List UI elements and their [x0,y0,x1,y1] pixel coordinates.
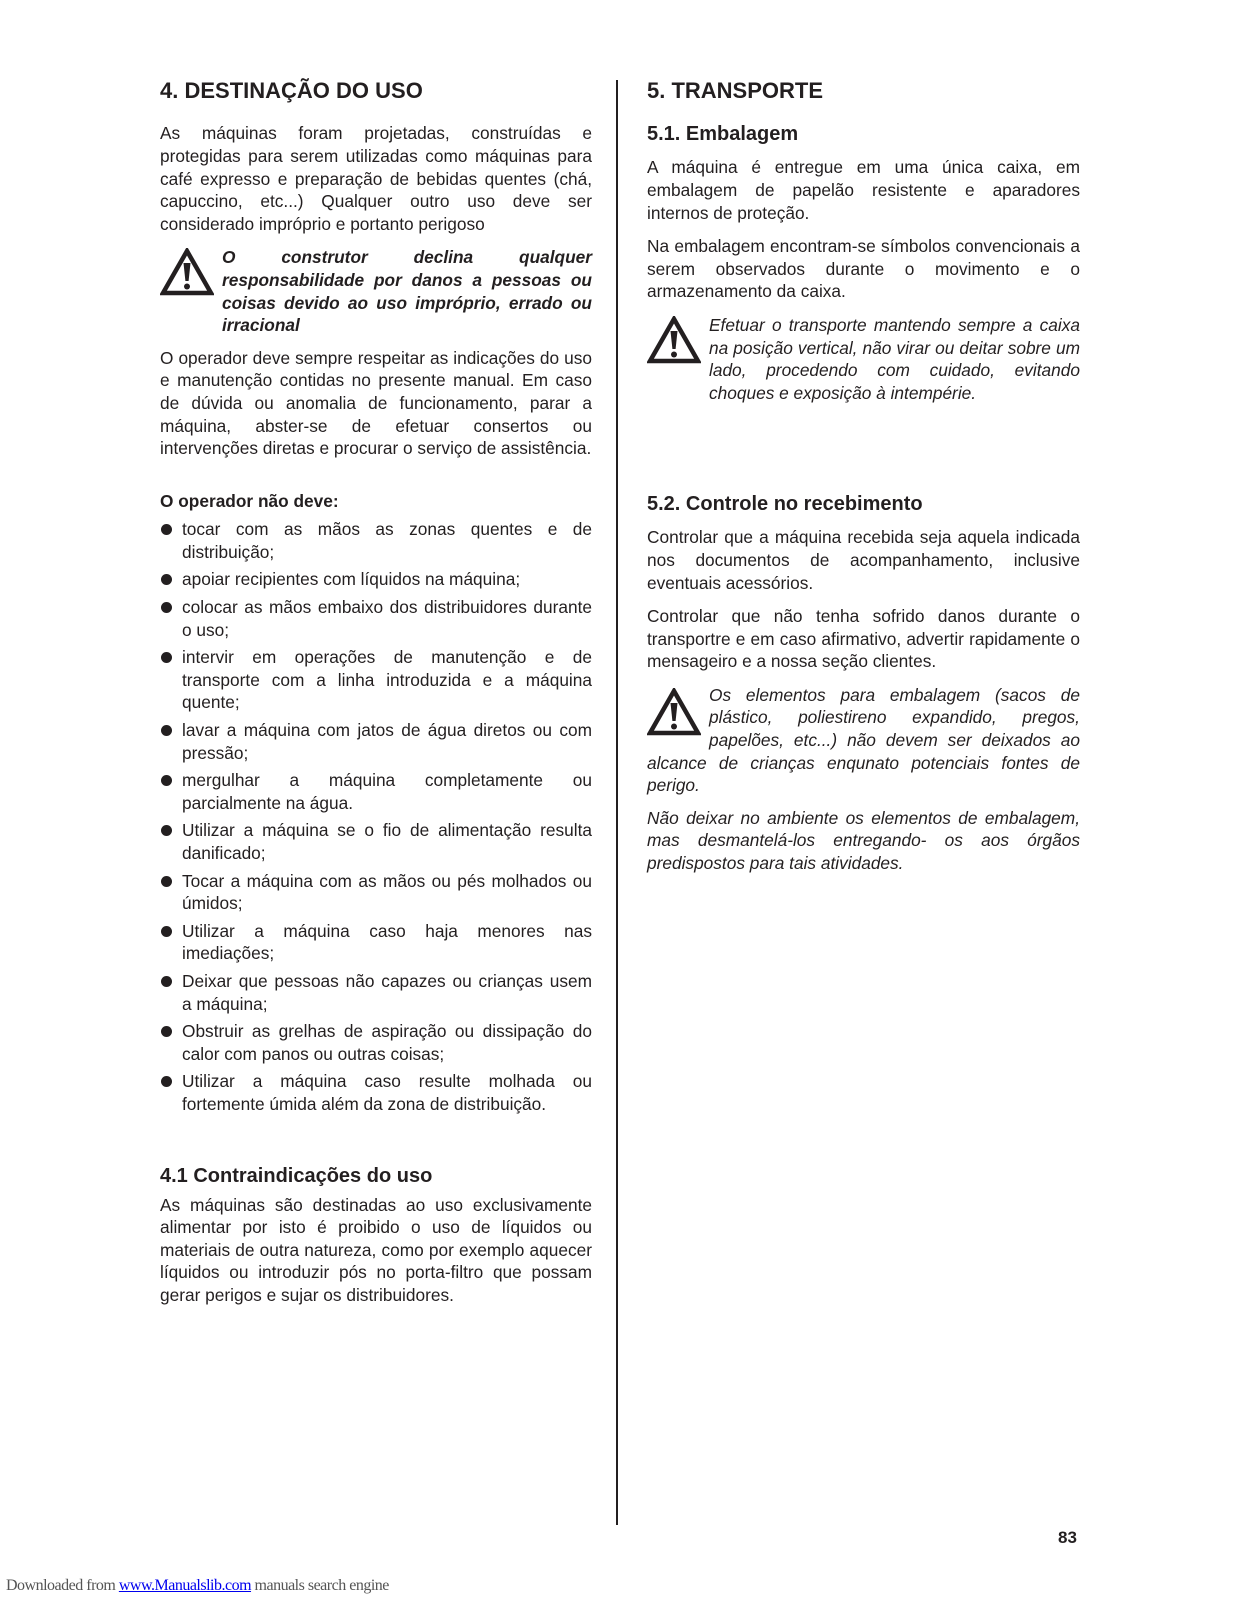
left-column [160,72,592,1318]
section-5-1-p2: Na embalagem encontram-se símbolos convencionais a serem observados durante o movimento e o armazenamento da caixa. [647,236,1080,302]
list-item: Obstruir as grelhas de aspiração ou dissipação do calor com panos ou outras coisas; [160,1020,592,1065]
section-4-title: 4. DESTINAÇÃO DO USO [160,78,423,103]
warning-triangle-icon [647,316,701,364]
bullet-dot-icon [161,725,172,736]
bullet-dot-icon [161,1026,172,1037]
section-4-intro: As máquinas foram projetadas, construídas e protegidas para serem utilizadas como máquinas para café expresso e preparação de bebidas quentes (chá, capuccino, etc...) Qualquer outro uso deve ser considerado impróprio e portanto perigoso [160,123,592,234]
list-item: colocar as mãos embaixo dos distribuidores durante o uso; [160,596,592,641]
list-item: mergulhar a máquina completamente ou parcialmente na água. [160,769,592,814]
section-5-title: 5. TRANSPORTE [647,78,824,103]
bullet-dot-icon [161,876,172,887]
bullet-dot-icon [161,602,172,613]
bullet-dot-icon [161,574,172,585]
section-5-1-p1: A máquina é entregue em uma única caixa, em embalagem de papelão resistente e aparadores internos de proteção. [647,157,1080,223]
bullet-dot-icon [161,1076,172,1087]
list-item: lavar a máquina com jatos de água diretos ou com pressão; [160,719,592,764]
section-4-1-text: As máquinas são destinadas ao uso exclusivamente alimentar por isto é proibido o uso de líquidos ou materiais de outra natureza, como por exemplo aquecer líquidos ou introduzir pós no porta-filtro que possam gerar perigos e sujar os distribuidores. [160,1194,592,1305]
bullet-dot-icon [161,926,172,937]
transport-warning-text: Efetuar o transporte mantendo sempre a caixa na posição vertical, não virar ou deitar sobre um lado, procedendo com cuidado, evitando choques e exposição à intempérie. [709,314,1080,403]
bullet-dot-icon [161,775,172,786]
list-item: Tocar a máquina com as mãos ou pés molhados ou úmidos; [160,870,592,915]
list-item: intervir em operações de manutenção e de transporte com a linha introduzida e a máquina quente; [160,646,592,714]
manualslib-link[interactable]: www.Manualslib.com [118,1577,252,1594]
section-5-2-p2: Controlar que não tenha sofrido danos durante o transportre e em caso afirmativo, advertir rapidamente o mensageiro e a nossa seção clientes. [647,606,1080,672]
packaging-disposal-note: Não deixar no ambiente os elementos de embalagem, mas desmantelá-los entregando- os aos órgãos predispostos para tais atividades. [647,807,1080,874]
warning-triangle-icon [647,688,701,736]
section-5-2-p1: Controlar que a máquina recebida seja aquela indicada nos documentos de acompanhamento, inclusive eventuais acessórios. [647,527,1080,593]
packaging-warning-text: Os elementos para embalagem (sacos de plástico, poliestireno expandido, pregos, papelões, etc...) não devem ser deixados ao alcance de crianças enqunato potenciais fontes de perigo. [647,684,1080,796]
section-5-2-title: 5.2. Controle no recebimento [647,493,923,516]
footer-suffix: manuals search engine [251,1577,389,1594]
operator-must-not-title: O operador não deve: [160,490,339,511]
transport-warning [647,314,1080,404]
bullet-dot-icon [161,825,172,836]
page-number: 83 [1058,1528,1077,1547]
list-item: tocar com as mãos as zonas quentes e de distribuição; [160,518,592,563]
section-4-1-title: 4.1 Contraindicações do uso [160,1164,433,1187]
warning-triangle-icon [160,248,214,296]
bullet-dot-icon [161,976,172,987]
operator-instructions: O operador deve sempre respeitar as indicações do uso e manutenção contidas no presente manual. Em caso de dúvida ou anomalia de funcionamento, parar a máquina, abster-se de efetuar consertos ou intervenções diretas e procurar o serviço de assistência. [160,347,592,459]
list-item: Deixar que pessoas não capazes ou crianças usem a máquina; [160,970,592,1015]
list-item: Utilizar a máquina caso haja menores nas imediações; [160,920,592,965]
list-item: Utilizar a máquina caso resulte molhada ou fortemente úmida além da zona de distribuição. [160,1070,592,1115]
download-footer [6,1577,389,1595]
packaging-warning [647,684,1080,797]
operator-must-not-list [160,518,592,1115]
list-item: apoiar recipientes com líquidos na máquina; [160,568,592,591]
section-5-1-title: 5.1. Embalagem [647,123,799,146]
right-column [647,72,1080,886]
column-divider [616,80,618,1525]
bullet-dot-icon [161,524,172,535]
footer-prefix: Downloaded from [6,1577,119,1594]
list-item: Utilizar a máquina se o fio de alimentação resulta danificado; [160,819,592,864]
liability-warning-text: O construtor declina qualquer responsabilidade por danos a pessoas ou coisas devido ao uso impróprio, errado ou irracional [222,247,592,336]
liability-warning [160,246,592,336]
bullet-dot-icon [161,652,172,663]
